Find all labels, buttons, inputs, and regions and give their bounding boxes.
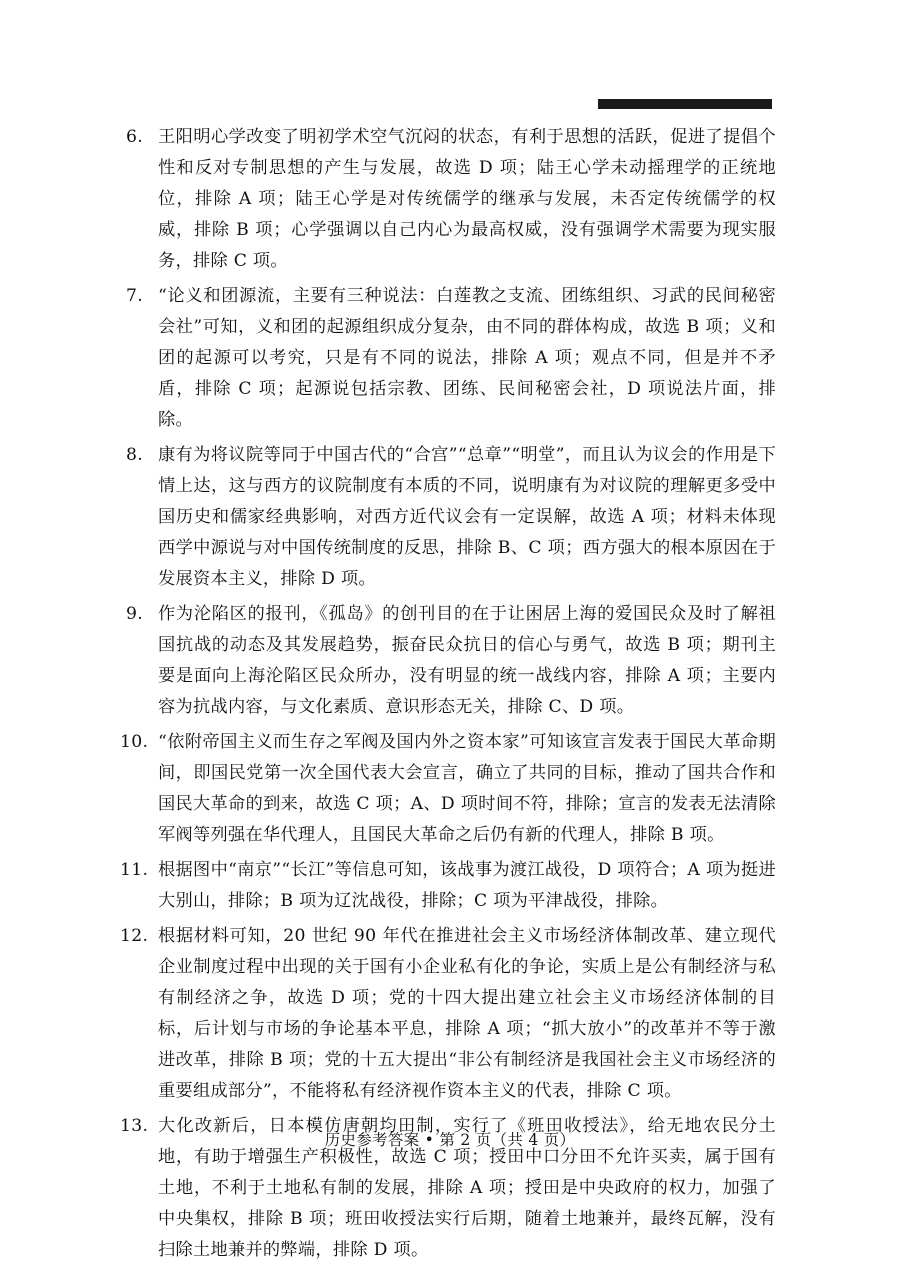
answer-text: 根据图中“南京”“长江”等信息可知，该战事为渡江战役，D 项符合；A 项为挺进大别山，排除；B 项为辽沈战役，排除；C 项为平津战役，排除。 <box>158 860 776 911</box>
answer-text: 康有为将议院等同于中国古代的“合宫”“总章”“明堂”，而且认为议会的作用是下情上达，这与西方的议院制度有本质的不同，说明康有为对议院的理解更多受中国历史和儒家经典影响，对西方近代议会有一定误解，故选 A 项；材料未体现西学中源说与对中国传统制度的反思，排除 B、C 项；西方强大的根本原因在于发展资本主义，排除 D 项。 <box>158 445 776 589</box>
answer-number: 6. <box>126 127 143 147</box>
answer-list <box>120 122 776 1270</box>
answer-number: 9. <box>126 604 143 624</box>
page-footer: 历史参考答案 • 第 2 页（共 4 页） <box>324 1131 576 1149</box>
answer-text: “论义和团源流，主要有三种说法：白莲教之支流、团练组织、习武的民间秘密会社”可知，义和团的起源组织成分复杂，由不同的群体构成，故选 B 项；义和团的起源可以考究，只是有不同的说法，排除 A 项；观点不同，但是并不矛盾，排除 C 项；起源说包括宗教、团练、民间秘密会社，D 项说法片面，排除。 <box>158 286 776 430</box>
answer-number: 11. <box>120 860 149 880</box>
answer-item-9 <box>126 599 776 723</box>
answer-text: 根据材料可知，20 世纪 90 年代在推进社会主义市场经济体制改革、建立现代企业制度过程中出现的关于国有小企业私有化的争论，实质上是公有制经济与私有制经济之争，故选 D 项；党的十四大提出建立社会主义市场经济体制的目标，后计划与市场的争论基本平息，排除 A 项；“抓大放小”的改革并不等于激进改革，排除 B 项；党的十五大提出“非公有制经济是我国社会主义市场经济的重要组成部分”，不能将私有经济视作资本主义的代表，排除 C 项。 <box>158 926 776 1101</box>
answer-item-12 <box>120 921 776 1107</box>
answer-item-8 <box>126 440 776 595</box>
answer-number: 7. <box>126 286 143 306</box>
answer-number: 12. <box>120 926 149 946</box>
answer-item-6 <box>126 122 776 277</box>
answer-text: 大化改新后，日本模仿唐朝均田制，实行了《班田收授法》，给无地农民分土地，有助于增强生产积极性，故选 C 项；授田中口分田不允许买卖，属于国有土地，不利于土地私有制的发展，排除 A 项；授田是中央政府的权力，加强了中央集权，排除 B 项；班田收授法实行后期，随着土地兼并，最终瓦解，没有扫除土地兼并的弊端，排除 D 项。 <box>158 1116 776 1260</box>
answer-text: 作为沦陷区的报刊，《孤岛》的创刊目的在于让困居上海的爱国民众及时了解祖国抗战的动态及其发展趋势，振奋民众抗日的信心与勇气，故选 B 项；期刊主要是面向上海沦陷区民众所办，没有明显的统一战线内容，排除 A 项；主要内容为抗战内容，与文化素质、意识形态无关，排除 C、D 项。 <box>158 604 776 717</box>
header-bar <box>598 99 772 109</box>
answer-item-7 <box>126 281 776 436</box>
answer-number: 8. <box>126 445 143 465</box>
answer-text: “依附帝国主义而生存之军阀及国内外之资本家”可知该宣言发表于国民大革命期间，即国民党第一次全国代表大会宣言，确立了共同的目标，推动了国共合作和国民大革命的到来，故选 C 项；A、D 项时间不符，排除；宣言的发表无法清除军阀等列强在华代理人，且国民大革命之后仍有新的代理人，排除 B 项。 <box>158 732 776 845</box>
answer-item-11 <box>120 855 776 917</box>
answer-item-10 <box>120 727 776 851</box>
answer-number: 13. <box>120 1116 149 1136</box>
answer-text: 王阳明心学改变了明初学术空气沉闷的状态，有利于思想的活跃，促进了提倡个性和反对专制思想的产生与发展，故选 D 项；陆王心学未动摇理学的正统地位，排除 A 项；陆王心学是对传统儒学的继承与发展，未否定传统儒学的权威，排除 B 项；心学强调以自己内心为最高权威，没有强调学术需要为现实服务，排除 C 项。 <box>158 127 776 271</box>
answer-number: 10. <box>120 732 149 752</box>
